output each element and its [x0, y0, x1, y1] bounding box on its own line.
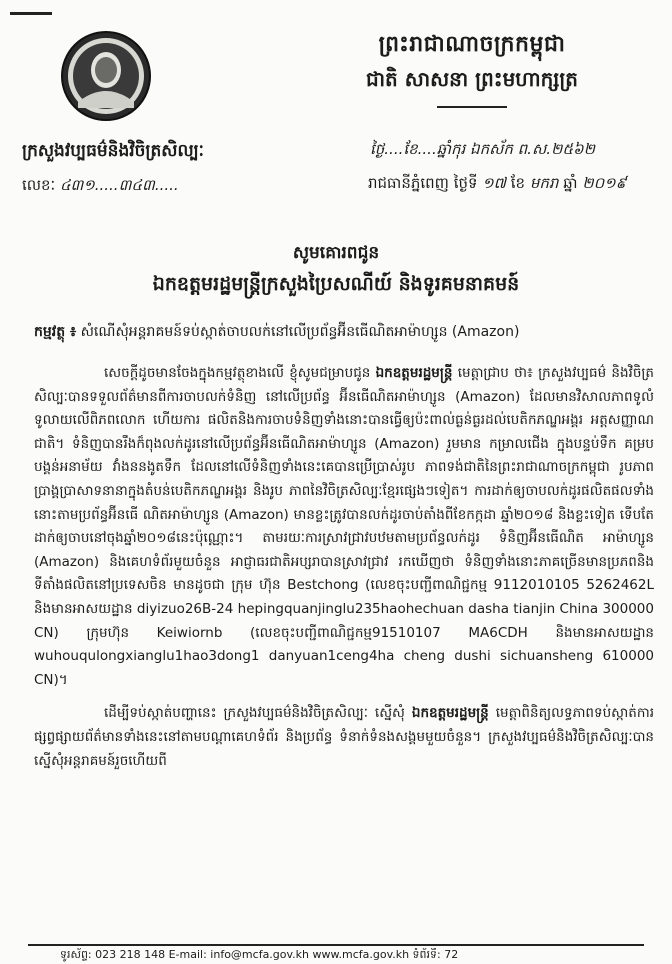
salutation: សូមគោរពជូន — [292, 243, 380, 263]
ministry-seal-logo — [60, 30, 152, 122]
solar-date-month: មករា — [529, 174, 559, 192]
recipient: ឯកឧត្តមរដ្ឋមន្ត្រីក្រសួងប្រៃសណីយ៍ និងទូរគមនាគមន៍ — [152, 273, 520, 295]
solar-date-label: រាជធានីភ្នំពេញ ថ្ងៃទី — [368, 174, 478, 192]
national-motto: ជាតិ សាសនា ព្រះមហាក្សត្រ — [366, 67, 578, 91]
paragraph-1-addressee: ឯកឧត្តមរដ្ឋមន្ត្រី — [375, 365, 453, 381]
solar-date-year: ២០១៩ — [582, 174, 627, 192]
paragraph-2-intro: ដើម្បីទប់ស្កាត់បញ្ហានេះ ក្រសួងវប្បធម៌និងវិចិត្រសិល្បៈ ស្នើសុំ — [104, 705, 412, 722]
solar-date-year-label: ឆ្នាំ — [563, 174, 578, 192]
ministry-name: ក្រសួងវប្បធម៌និងវិចិត្រសិល្បៈ — [22, 141, 204, 161]
footer-divider — [28, 944, 644, 946]
body-paragraph-2 — [34, 702, 654, 773]
solar-date-day: ១៧ — [482, 174, 506, 192]
subject-text: សំណើសុំអន្តរាគមន៍ទប់ស្កាត់ចាបលក់នៅលើប្រព័ន្ធអ៊ីនធើណិតអាម៉ាហ្សូន (Amazon) — [80, 324, 520, 340]
paragraph-1-text: មេត្តាជ្រាប ថា៖ ក្រសួងវប្បធម៌ និងវិចិត្រសិល្បៈបានទទួលព័ត៌មានពីការចាបលក់ទំនិញ នៅលើប្រព័ន្ធ អ៊ីនធើណិតអាម៉ាហ្សូន (Amazon) ដែលមានវិសាលភាពទូលំទូលាយលើពិភពលោក ហើយការ ផលិតនិងការចាបទំនិញទាំងនោះបានធ្វើឲ្យប៉ះពាល់ធ្ងន់ធ្ងរដល់បេតិកភណ្ឌអង្គរ អត្តសញ្ញាណ ជាតិ។ ទំនិញបានរឹងក៏ពុងលក់ដូរនៅលើប្រព័ន្ធអ៊ីនធើណិតអាម៉ាហ្សូន (Amazon) រួមមាន កម្រាលជើង ក្នុងបន្ទប់ទឹក គម្របបង្គន់អនាម័យ វាំងននងូតទឹក ដែលនៅលើទំនិញទាំងនេះគេបានប្រើប្រាស់រូប ភាពទង់ជាតិនៃព្រះរាជាណាចក្រកម្ពុជា រូបភាពប្រាង្គប្រាសាទនានាក្នុងតំបន់បេតិកភណ្ឌអង្គរ និងរូប ភាពនៃវិចិត្រសិល្បៈខ្មែរផ្សេងៗទៀត។ ការដាក់ឲ្យចាបលក់ដូរផលិតផលទាំងនោះតាមប្រព័ន្ធអ៊ីនធើ ណិតអាម៉ាហ្សូន (Amazon) មានខ្លះត្រូវបានលក់ដូរចាប់តាំងពីខែកក្កដា ឆ្នាំ២០១៨ និងខ្លះទៀត ទើបតែដាក់ឲ្យចាបនៅចុងឆ្នាំ២០១៨នេះប៉ុណ្ណោះ។ តាមរយៈការស្រាវជ្រាវបឋមតាមប្រព័ន្ធលក់ដូរ ទំនិញអ៊ីនធើណិត អាម៉ាហ្សូន (Amazon) និងគេហទំព័រមួយចំនួន អាជ្ញាធរជាតិអប្សរាបានស្រាវជ្រាវ រកឃើញថា ទំនិញទាំងនោះភាគច្រើនមានប្រភពនិងទីតាំងផលិតនៅប្រទេសចិន មានដូចជា ក្រុម ហ៊ុន Bestchong (លេខចុះបញ្ជីពាណិជ្ជកម្ម 9112010105 5262462L និងមានអាសយដ្ឋាន diyizuo26B-24 hepingquanjinglu235haohechuan dasha tianjin China 300000 CN) ក្រុមហ៊ុន Keiwiornb (លេខចុះបញ្ជីពាណិជ្ជកម្ម91510107 MA6CDH និងមានអាសយដ្ឋាន wuhouqulongxianglu1hao3dong1 danyuan1ceng4ha cheng dushi sichuansheng 610000 CN)។ — [34, 365, 654, 688]
ornament-divider — [437, 102, 507, 112]
letter-body — [34, 362, 654, 783]
reference-label: លេខៈ — [22, 176, 56, 194]
paragraph-2-text: មេត្តាពិនិត្យលទ្ធភាពទប់ស្កាត់ការផ្សព្វផ្សាយព័ត៌មានទាំងនេះនៅតាមបណ្តាគេហទំព័រ និងប្រព័ន្ធ ទំនាក់ទំនងសង្គមមួយចំនួន។ ក្រសួងវប្បធម៌និងវិចិត្រសិល្បៈបានស្នើសុំអន្តរាគមន៍រួចហើយពី — [34, 705, 654, 769]
body-paragraph-1 — [34, 362, 654, 692]
kingdom-heading — [322, 30, 622, 112]
paragraph-1-intro: សេចក្តីដូចមានចែងក្នុងកម្មវត្ថុខាងលើ ខ្ញុំសូមជម្រាបជូន — [104, 365, 376, 381]
subject-line — [34, 322, 654, 342]
reference-value: ៤៣១.....៣៤៣..... — [59, 176, 179, 194]
paragraph-2-addressee: ឯកឧត្តមរដ្ឋមន្ត្រី — [411, 705, 489, 722]
top-rule — [10, 12, 52, 15]
solar-date — [368, 174, 658, 196]
subject-label: កម្មវត្ថុ ៖ — [34, 324, 77, 340]
solar-date-month-label: ខែ — [510, 174, 526, 192]
kingdom-title: ព្រះរាជាណាចក្រកម្ពុជា — [378, 32, 566, 57]
lunar-date: ថ្ងៃ....ខែ....ឆ្នាំកុរ ឯកស័ក ព.ស.២៥៦២ — [370, 140, 595, 158]
reference-number — [22, 176, 179, 198]
footer-contact: ទូរស័ព្ទ: 023 218 148 E-mail: info@mcfa.gov.kh www.mcfa.gov.kh ទំព័រទី: 72 — [60, 948, 459, 961]
